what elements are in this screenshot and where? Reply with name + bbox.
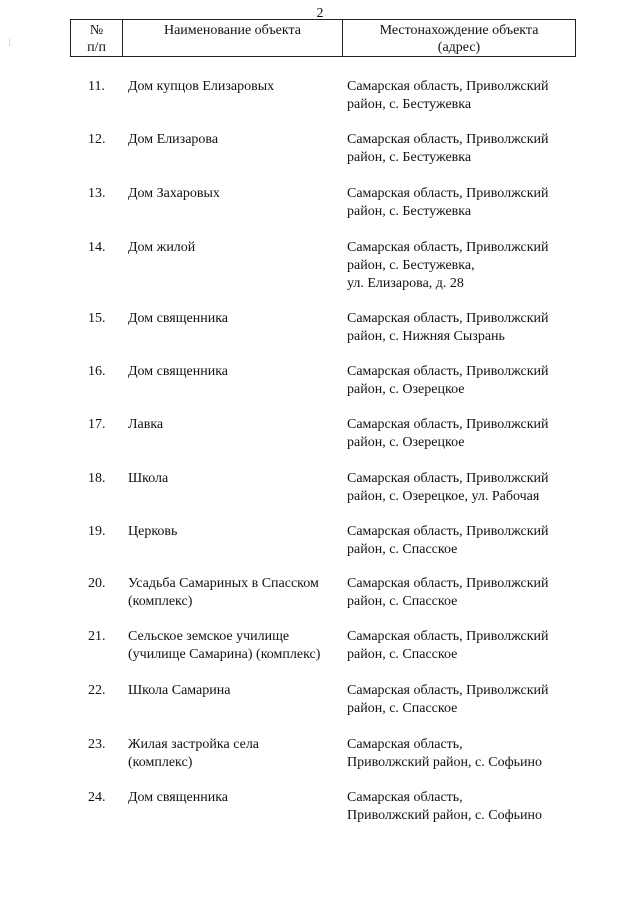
row-number: 18. [88,471,106,486]
object-address-line: Самарская область, Приволжский [347,79,549,94]
object-name-line: Школа Самарина [128,683,231,698]
object-address-line: район, с. Бестужевка [347,204,472,219]
object-address-line: район, с. Спасское [347,647,458,662]
row-number: 14. [88,240,106,255]
object-name [128,628,343,664]
object-address-line: Приволжский район, с. Софьино [347,808,543,823]
object-address-line: Самарская область, Приволжский [347,683,549,698]
object-address-line: Самарская область, Приволжский [347,364,549,379]
object-name-line: Лавка [128,417,164,432]
header-text: Наименование объекта [163,23,302,38]
object-address [347,523,577,559]
header-col-name [123,20,343,56]
row-number: 19. [88,524,106,539]
object-address-line: район, с. Бестужевка [347,97,472,112]
header-text: п/п [87,40,106,55]
row-number: 20. [88,576,106,591]
row-number: 23. [88,737,106,752]
row-number: 21. [88,629,106,644]
object-address-line: Самарская область, Приволжский [347,629,549,644]
object-name [128,575,343,611]
object-address-line: район, с. Озерецкое, ул. Рабочая [347,489,540,504]
object-address-line: Самарская область, Приволжский [347,132,549,147]
object-name-line: (училище Самарина) (комплекс) [128,647,321,662]
row-number: 11. [88,79,105,94]
object-name-line: Дом жилой [128,240,196,255]
object-address [347,470,577,506]
object-address-line: Самарская область, [347,790,463,805]
object-address-line: район, с. Спасское [347,594,458,609]
object-name-line: Усадьба Самариных в Спасском [128,576,319,591]
object-address [347,363,577,399]
object-name [128,416,343,434]
row-number: 17. [88,417,106,432]
object-name-line: (комплекс) [128,755,193,770]
header-text: (адрес) [437,40,481,55]
object-address [347,789,577,825]
header-col-address [343,20,575,56]
object-address-line: район, с. Спасское [347,542,458,557]
table-header [70,19,576,57]
page-number: 2 [316,6,324,21]
object-address-line: Самарская область, Приволжский [347,186,549,201]
object-name-line: Дом Елизарова [128,132,219,147]
object-address [347,239,577,293]
object-address-line: район, с. Бестужевка [347,150,472,165]
object-address-line: Самарская область, Приволжский [347,471,549,486]
object-name-line: Жилая застройка села [128,737,260,752]
object-name [128,736,343,772]
object-name-line: Дом священника [128,311,228,326]
object-address-line: ул. Елизарова, д. 28 [347,276,464,291]
object-address [347,628,577,664]
object-name [128,682,343,700]
object-address-line: район, с. Спасское [347,701,458,716]
object-address-line: район, с. Озерецкое [347,382,465,397]
object-name [128,185,343,203]
object-name-line: Дом Захаровых [128,186,220,201]
object-address-line: район, с. Нижняя Сызрань [347,329,505,344]
object-address-line: Самарская область, Приволжский [347,576,549,591]
object-name [128,523,343,541]
header-col-number [71,20,123,56]
scan-mark: ⁝ [8,38,12,49]
object-address [347,131,577,167]
object-address-line: Самарская область, Приволжский [347,417,549,432]
object-address-line: Самарская область, [347,737,463,752]
row-number: 12. [88,132,106,147]
object-name-line: Сельское земское училище [128,629,290,644]
object-name-line: Церковь [128,524,178,539]
row-number: 22. [88,683,106,698]
object-name [128,789,343,807]
row-number: 15. [88,311,106,326]
object-name [128,78,343,96]
object-address-line: Самарская область, Приволжский [347,524,549,539]
object-name-line: Школа [128,471,169,486]
object-name-line: Дом священника [128,790,228,805]
object-name-line: (комплекс) [128,594,193,609]
object-address [347,416,577,452]
header-text: Местонахождение объекта [379,23,539,38]
object-address [347,736,577,772]
row-number: 24. [88,790,106,805]
object-name [128,470,343,488]
object-name [128,131,343,149]
row-number: 13. [88,186,106,201]
object-name-line: Дом купцов Елизаровых [128,79,275,94]
object-address-line: Приволжский район, с. Софьино [347,755,543,770]
header-text: № [89,23,104,38]
object-address-line: район, с. Бестужевка, [347,258,475,273]
object-address-line: район, с. Озерецкое [347,435,465,450]
object-address [347,78,577,114]
object-address [347,682,577,718]
object-name [128,239,343,257]
object-address-line: Самарская область, Приволжский [347,311,549,326]
object-address [347,575,577,611]
object-name-line: Дом священника [128,364,228,379]
object-name [128,363,343,381]
object-address [347,185,577,221]
object-address-line: Самарская область, Приволжский [347,240,549,255]
object-address [347,310,577,346]
row-number: 16. [88,364,106,379]
object-name [128,310,343,328]
